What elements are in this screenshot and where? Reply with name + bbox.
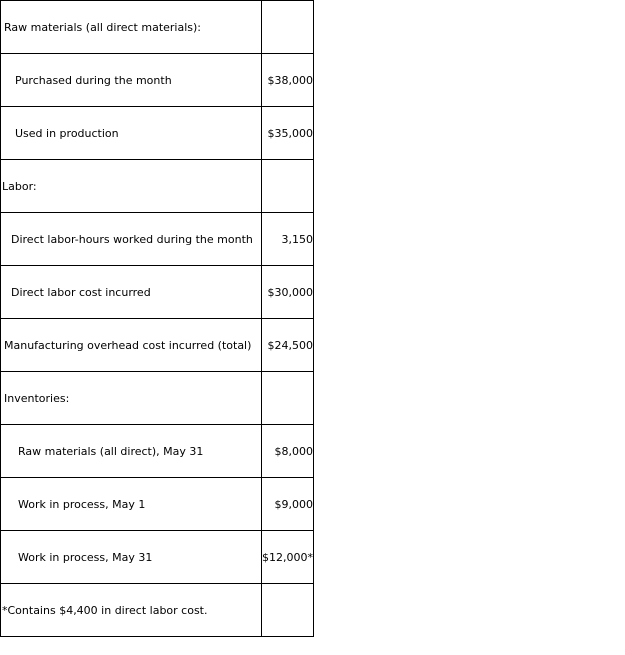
- table-row: [1, 425, 314, 478]
- row-value: [262, 160, 314, 213]
- row-value: [262, 1, 314, 54]
- row-value: $30,000: [262, 266, 314, 319]
- row-value: $9,000: [262, 478, 314, 531]
- row-label: Work in process, May 1: [1, 478, 262, 531]
- table-row: [1, 1, 314, 54]
- row-label: Direct labor-hours worked during the month: [1, 213, 262, 266]
- row-label: Work in process, May 31: [1, 531, 262, 584]
- table-row: [1, 584, 314, 637]
- row-value: [262, 372, 314, 425]
- table-row: [1, 107, 314, 160]
- footnote-label: *Contains $4,400 in direct labor cost.: [1, 584, 262, 637]
- table-row: [1, 478, 314, 531]
- row-value: $38,000: [262, 54, 314, 107]
- row-label: Inventories:: [1, 372, 262, 425]
- row-value: $12,000*: [262, 531, 314, 584]
- row-value: [262, 584, 314, 637]
- cost-data-table: [0, 0, 314, 637]
- table-row: [1, 54, 314, 107]
- table-row: [1, 372, 314, 425]
- row-label: Raw materials (all direct), May 31: [1, 425, 262, 478]
- row-value: $8,000: [262, 425, 314, 478]
- row-label: Labor:: [1, 160, 262, 213]
- table-row: [1, 531, 314, 584]
- row-value: $35,000: [262, 107, 314, 160]
- row-label: Direct labor cost incurred: [1, 266, 262, 319]
- row-value: 3,150: [262, 213, 314, 266]
- row-label: Manufacturing overhead cost incurred (total): [1, 319, 262, 372]
- row-label: Used in production: [1, 107, 262, 160]
- row-value: $24,500: [262, 319, 314, 372]
- table-row: [1, 213, 314, 266]
- table-row: [1, 266, 314, 319]
- table-row: [1, 319, 314, 372]
- row-label: Raw materials (all direct materials):: [1, 1, 262, 54]
- row-label: Purchased during the month: [1, 54, 262, 107]
- table-row: [1, 160, 314, 213]
